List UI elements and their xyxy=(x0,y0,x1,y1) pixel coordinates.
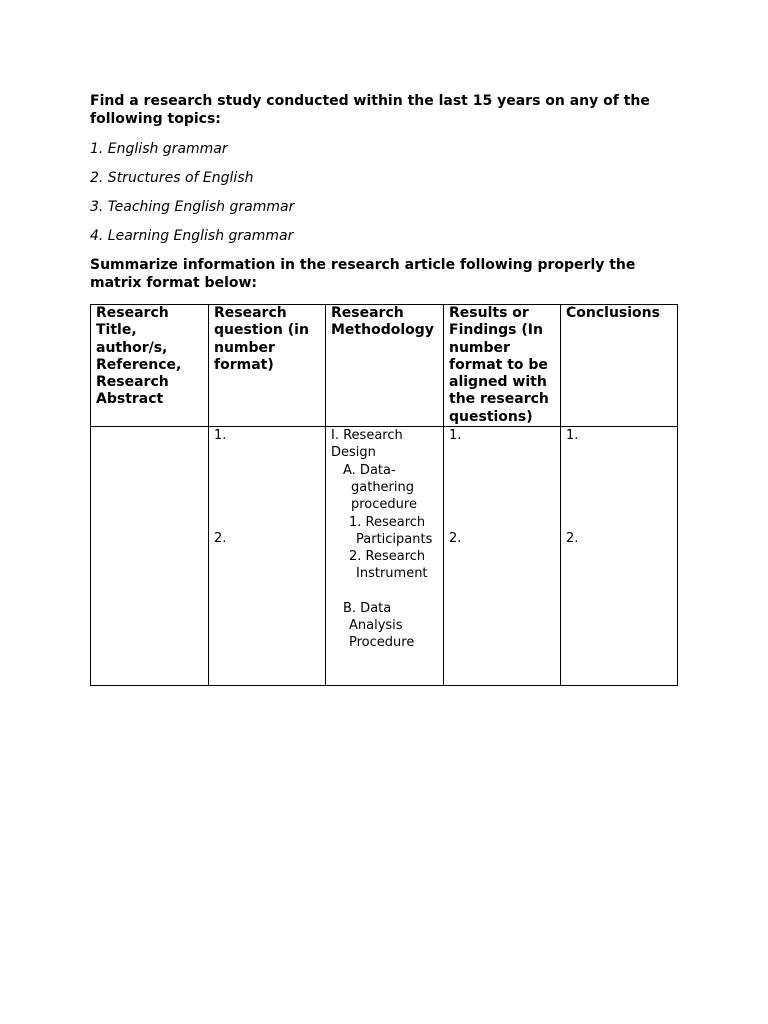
header-research-methodology: Research Methodology xyxy=(326,305,444,427)
cell-methodology xyxy=(326,427,444,686)
cell-research-title xyxy=(91,427,209,686)
topic-item: 3. Teaching English grammar xyxy=(90,199,295,215)
header-research-question: Research question (in number format) xyxy=(209,305,326,427)
results-item: 1. xyxy=(449,428,462,444)
cell-results xyxy=(444,427,561,686)
methodology-item2-cont: Instrument xyxy=(356,566,428,582)
methodology-design: I. Research Design xyxy=(331,428,403,461)
methodology-a-cont2: procedure xyxy=(351,497,417,513)
question-item: 1. xyxy=(214,428,227,444)
header-research-title: Research Title, author/s, Reference, Research Abstract xyxy=(91,305,209,427)
topic-item: 2. Structures of English xyxy=(90,170,254,186)
topic-item: 4. Learning English grammar xyxy=(90,228,294,244)
header-results-findings: Results or Findings (In number format to be aligned with the research questions) xyxy=(444,305,561,427)
methodology-a-cont1: gathering xyxy=(351,479,415,495)
question-item: 2. xyxy=(214,531,227,547)
topic-item: 1. English grammar xyxy=(90,141,228,157)
methodology-b-cont1: Analysis xyxy=(349,618,403,634)
methodology-b-label: B. Data xyxy=(343,600,392,616)
matrix-header-row xyxy=(91,305,678,427)
cell-conclusions xyxy=(561,427,678,686)
cell-research-question xyxy=(209,427,326,686)
topics-list xyxy=(90,141,680,257)
methodology-b-cont2: Procedure xyxy=(349,635,415,651)
methodology-item1-cont: Participants xyxy=(356,531,433,547)
conclusions-item: 1. xyxy=(566,428,579,444)
matrix-body-row xyxy=(91,427,678,686)
methodology-item1: 1. Research xyxy=(349,514,426,530)
header-conclusions: Conclusions xyxy=(561,305,678,427)
conclusions-item: 2. xyxy=(566,531,579,547)
methodology-a-label: A. Data- xyxy=(343,462,396,478)
matrix-table xyxy=(90,304,678,686)
intro-paragraph: Find a research study conducted within the last 15 years on any of the following topics: xyxy=(90,93,650,127)
instruction-paragraph: Summarize information in the research article following properly the matrix format below: xyxy=(90,257,636,291)
results-item: 2. xyxy=(449,531,462,547)
methodology-item2: 2. Research xyxy=(349,549,426,565)
